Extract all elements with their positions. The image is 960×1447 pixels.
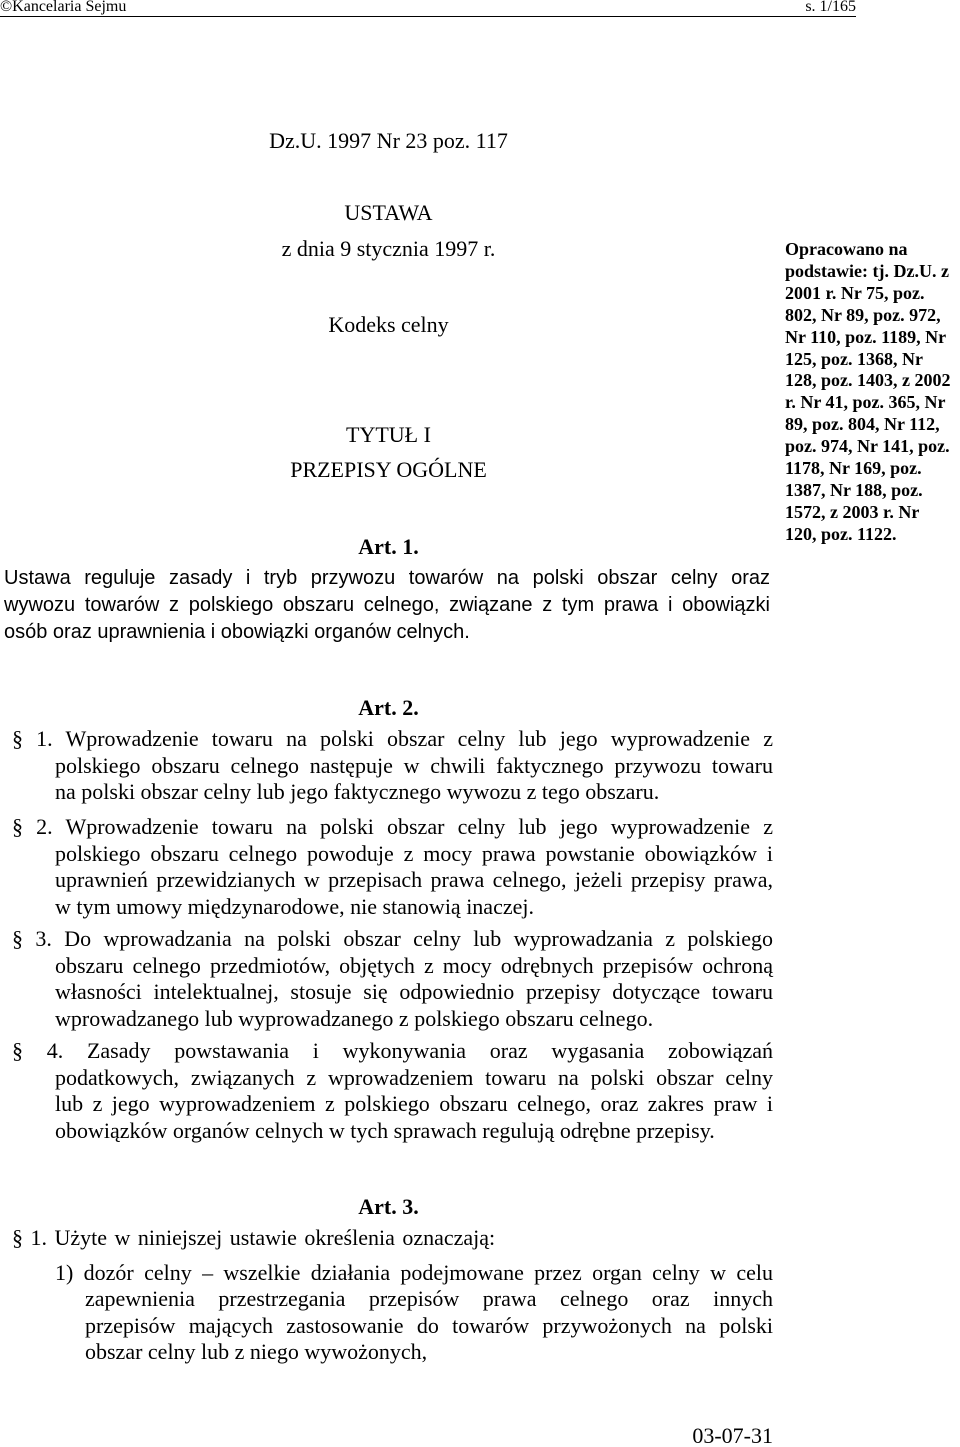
article-2-section-1: [12, 726, 773, 806]
item-line: zapewnienia przestrzegania przepisów prawa celnego oraz innych: [85, 1286, 773, 1312]
section-line: obszaru celnego przedmiotów, objętych z mocy odrębnych przepisów ochroną: [55, 952, 773, 978]
article-2-section-2: [12, 814, 773, 920]
section-line: własności intelektualnej, stosuje się odpowiednio przepisy dotyczące towaru: [55, 979, 773, 1005]
article-1-text: [4, 565, 770, 646]
source-note-line: r. Nr 41, poz. 365, Nr: [785, 392, 946, 413]
source-note-line: Opracowano na: [785, 239, 908, 259]
act-type: USTAWA: [344, 200, 433, 225]
section-line: § 4. Zasady powstawania i wykonywania oraz wygasania zobowiązań: [12, 1038, 773, 1063]
footer-date: 03-07-31: [692, 1423, 773, 1447]
article-2-section-4: [12, 1038, 773, 1144]
article-1-heading: Art. 1.: [358, 534, 419, 559]
act-date: z dnia 9 stycznia 1997 r.: [281, 236, 496, 261]
section-line: polskiego obszaru celnego następuje w chwili faktycznego przywozu towaru: [55, 752, 773, 778]
source-note-line: 89, poz. 804, Nr 112,: [785, 414, 940, 435]
article-line: osób oraz uprawnienia i obowiązki organów celnych.: [4, 621, 470, 643]
section-line: obowiązków organów celnych w tych sprawach regulują odrębne przepisy.: [55, 1117, 715, 1143]
section-line: uprawnień przewidzianych w przepisach prawa celnego, jeżeli przepisy prawa,: [55, 867, 773, 893]
title-name: PRZEPISY OGÓLNE: [290, 457, 487, 482]
section-line: lub z jego wyprowadzeniem z polskiego obszaru celnego, oraz zakres praw i: [55, 1091, 773, 1117]
source-note-line: 128, poz. 1403, z 2002: [785, 370, 951, 391]
source-note-line: Nr 110, poz. 1189, Nr: [785, 326, 947, 347]
article-3-heading: Art. 3.: [358, 1194, 419, 1219]
source-note-line: poz. 974, Nr 141, poz.: [785, 436, 950, 457]
section-line: podatkowych, związanych z wprowadzeniem towaru na polski obszar celny: [55, 1064, 773, 1090]
section-line: § 1. Wprowadzenie towaru na polski obszar celny lub jego wyprowadzenie z: [12, 726, 773, 751]
source-note-line: podstawie: tj. Dz.U. z: [785, 260, 949, 281]
item-line: przepisów mających zastosowanie do towarów przywożonych na polski: [85, 1312, 773, 1338]
header-page-number: s. 1/165: [805, 0, 856, 15]
source-note-line: 1387, Nr 188, poz.: [785, 479, 923, 500]
section-line: § 2. Wprowadzenie towaru na polski obszar celny lub jego wyprowadzenie z: [12, 814, 773, 839]
source-note-line: 802, Nr 89, poz. 972,: [785, 304, 941, 325]
source-note-line: 120, poz. 1122.: [785, 523, 897, 544]
section-line: wprowadzanego lub wyprowadzanego z polskiego obszaru celnego.: [55, 1005, 654, 1031]
act-name: Kodeks celny: [328, 312, 449, 337]
article-3-section-1: § 1. Użyte w niniejszej ustawie określenia oznaczają:: [12, 1225, 496, 1250]
article-2-section-3: [12, 926, 773, 1032]
header-divider: [0, 16, 856, 17]
section-line: na polski obszar celny lub jego faktycznego wywozu z tego obszaru.: [55, 779, 660, 805]
source-note-line: 1572, z 2003 r. Nr: [785, 501, 920, 522]
header-publisher: ©Kancelaria Sejmu: [0, 0, 127, 15]
section-line: w tym umowy międzynarodowe, nie stanowią inaczej.: [55, 893, 534, 919]
item-line: 1) dozór celny – wszelkie działania podejmowane przez organ celny w celu: [55, 1260, 773, 1285]
title-number: TYTUŁ I: [346, 422, 431, 447]
article-line: wywozu towarów z polskiego obszaru celnego, związane z tym prawa i obowiązki: [4, 594, 770, 616]
source-note-line: 1178, Nr 169, poz.: [785, 458, 922, 479]
source-note: [785, 239, 957, 546]
source-note-line: 125, poz. 1368, Nr: [785, 348, 923, 369]
section-line: polskiego obszaru celnego powoduje z mocy prawa powstanie obowiązków i: [55, 840, 773, 866]
article-2-heading: Art. 2.: [358, 695, 419, 720]
section-line: § 3. Do wprowadzania na polski obszar celny lub wyprowadzania z polskiego: [12, 926, 773, 951]
item-line: obszar celny lub z niego wywożonych,: [85, 1338, 428, 1364]
article-line: Ustawa reguluje zasady i tryb przywozu towarów na polski obszar celny oraz: [4, 567, 770, 589]
journal-reference: Dz.U. 1997 Nr 23 poz. 117: [269, 128, 508, 153]
definition-item-1: [55, 1260, 773, 1365]
source-note-line: 2001 r. Nr 75, poz.: [785, 282, 925, 303]
